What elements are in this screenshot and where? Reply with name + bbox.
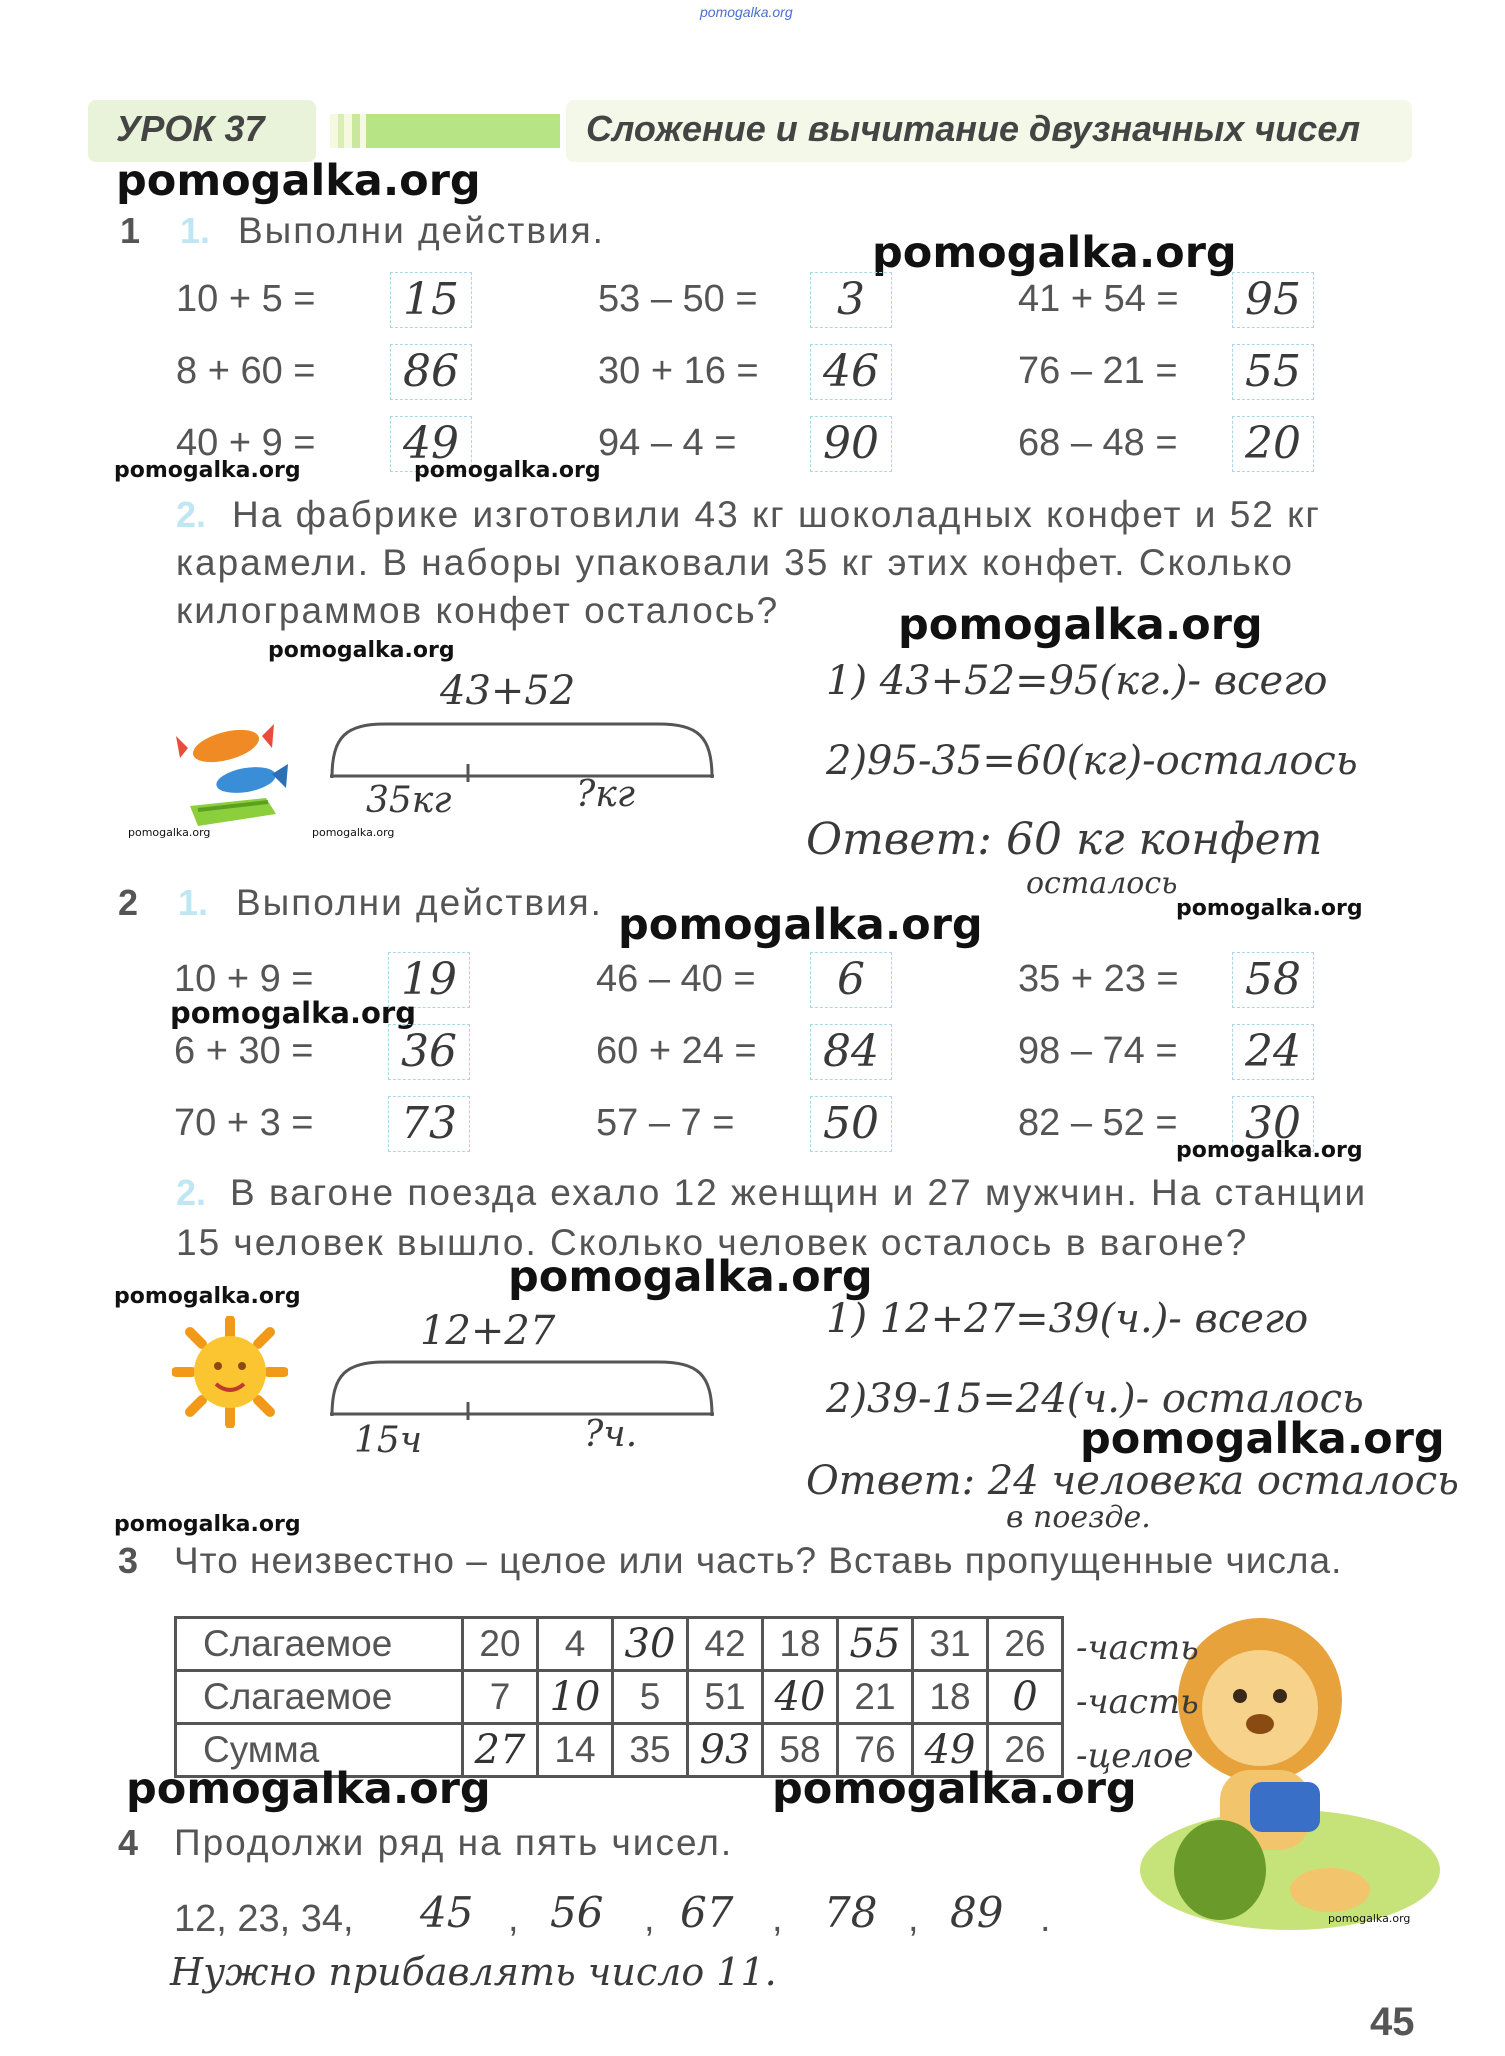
example-expression: 6 + 30 = (174, 1030, 314, 1072)
example-answer[interactable]: 95 (1232, 272, 1314, 328)
page-number: 45 (1370, 2000, 1415, 2044)
table-cell-filled[interactable]: 93 (688, 1724, 763, 1777)
example-answer[interactable]: 84 (810, 1024, 892, 1080)
row-note: -часть (1076, 1628, 1199, 1668)
watermark: pomogalka.org (1328, 1912, 1411, 1925)
watermark: pomogalka.org (772, 1764, 1137, 1814)
task-instruction: Выполни действия. (238, 210, 605, 251)
example-expression: 30 + 16 = (598, 350, 759, 392)
example-expression: 76 – 21 = (1018, 350, 1178, 392)
row-label: Слагаемое (176, 1671, 463, 1724)
watermark: pomogalka.org (872, 228, 1237, 278)
section-number: 2 (118, 882, 139, 923)
watermark: pomogalka.org (1080, 1414, 1445, 1464)
example-expression: 10 + 9 = (174, 958, 314, 1000)
table-cell: 14 (538, 1724, 613, 1777)
row-label: Сумма (176, 1724, 463, 1777)
table-cell: 20 (463, 1618, 538, 1671)
example-answer[interactable]: 20 (1232, 416, 1314, 472)
lesson-number: УРОК 37 (116, 108, 265, 149)
diagram-part-label: ?ч. (584, 1414, 638, 1455)
sequence-answer: 67 (680, 1888, 734, 1937)
row-note: -часть (1076, 1682, 1199, 1722)
example-expression: 40 + 9 = (176, 422, 316, 464)
top-watermark: pomogalka.org (700, 4, 793, 20)
example-expression: 68 – 48 = (1018, 422, 1178, 464)
diagram-part-label: ?кг (576, 774, 635, 815)
task-number: 2. (176, 494, 207, 535)
example-expression: 57 – 7 = (596, 1102, 735, 1144)
table-cell-filled[interactable]: 49 (913, 1724, 988, 1777)
task-text-line: В вагоне поезда ехало 12 женщин и 27 мужчин. На станции (230, 1172, 1368, 1213)
section-number: 4 (118, 1822, 139, 1863)
sequence-separator: , (908, 1898, 919, 1940)
example-answer[interactable]: 19 (388, 952, 470, 1008)
example-answer[interactable]: 73 (388, 1096, 470, 1152)
diagram-total-label: 43+52 (440, 668, 576, 714)
table-cell-filled[interactable]: 30 (613, 1618, 688, 1671)
sequence-answer: 45 (420, 1888, 474, 1937)
row-note: -целое (1076, 1736, 1194, 1776)
task-number: 2. (176, 1172, 207, 1213)
example-answer[interactable]: 55 (1232, 344, 1314, 400)
table-cell: 21 (838, 1671, 913, 1724)
sequence-separator: , (772, 1898, 783, 1940)
table-row (176, 1618, 1063, 1671)
task-text-line: карамели. В наборы упаковали 35 кг этих конфет. Сколько (176, 542, 1294, 583)
watermark: pomogalka.org (1176, 1138, 1363, 1163)
table-cell: 4 (538, 1618, 613, 1671)
example-expression: 41 + 54 = (1018, 278, 1179, 320)
example-expression: 8 + 60 = (176, 350, 316, 392)
watermark: pomogalka.org (414, 458, 601, 483)
watermark: pomogalka.org (312, 826, 395, 839)
watermark: pomogalka.org (114, 1284, 301, 1309)
sequence-given: 12, 23, 34, (174, 1898, 354, 1940)
task-text-line: 15 человек вышло. Сколько человек осталось в вагоне? (176, 1222, 1249, 1263)
row-label: Слагаемое (176, 1618, 463, 1671)
lesson-title: Сложение и вычитание двузначных чисел (586, 108, 1361, 149)
table-cell-filled[interactable]: 40 (763, 1671, 838, 1724)
sequence-answer: 78 (824, 1888, 878, 1937)
example-answer[interactable]: 3 (810, 272, 892, 328)
candy-green-icon (190, 798, 276, 826)
solution-step: 1) 43+52=95(кг.)- всего (826, 658, 1328, 704)
table-cell: 42 (688, 1618, 763, 1671)
table-cell-filled[interactable]: 10 (538, 1671, 613, 1724)
table-cell-filled[interactable]: 27 (463, 1724, 538, 1777)
watermark: pomogalka.org (268, 638, 455, 663)
task-text-line: килограммов конфет осталось? (176, 590, 780, 631)
example-expression: 94 – 4 = (598, 422, 737, 464)
watermark: pomogalka.org (114, 1512, 301, 1537)
watermark: pomogalka.org (618, 900, 983, 950)
table-cell: 26 (988, 1618, 1063, 1671)
sun-illustration (172, 1316, 288, 1428)
table-cell: 35 (613, 1724, 688, 1777)
example-expression: 60 + 24 = (596, 1030, 757, 1072)
watermark: pomogalka.org (116, 156, 481, 206)
table-row (176, 1671, 1063, 1724)
segment-diagram (326, 1354, 718, 1420)
example-expression: 70 + 3 = (174, 1102, 314, 1144)
table-cell: 18 (763, 1618, 838, 1671)
task-instruction: Продолжи ряд на пять чисел. (174, 1822, 734, 1863)
example-answer[interactable]: 6 (810, 952, 892, 1008)
sequence-separator: , (508, 1898, 519, 1940)
table-cell: 26 (988, 1724, 1063, 1777)
section-number: 1 (120, 210, 141, 251)
task-instruction: Что неизвестно – целое или часть? Вставь пропущенные числа. (174, 1540, 1343, 1581)
watermark: pomogalka.org (126, 1764, 491, 1814)
example-expression: 98 – 74 = (1018, 1030, 1178, 1072)
example-answer[interactable]: 90 (810, 416, 892, 472)
example-expression: 35 + 23 = (1018, 958, 1179, 1000)
candy-blue-icon (214, 763, 288, 797)
example-answer[interactable]: 24 (1232, 1024, 1314, 1080)
example-answer[interactable]: 36 (388, 1024, 470, 1080)
diagram-total-label: 12+27 (420, 1308, 556, 1354)
example-expression: 46 – 40 = (596, 958, 756, 1000)
solution-step: 2)95-35=60(кг)-осталось (826, 738, 1358, 784)
task-instruction: Выполни действия. (236, 882, 603, 923)
example-expression: 10 + 5 = (176, 278, 316, 320)
example-answer[interactable]: 15 (390, 272, 472, 328)
solution-answer: в поезде. (1006, 1500, 1151, 1535)
candies-illustration (176, 718, 296, 836)
section-number: 3 (118, 1540, 139, 1581)
watermark: pomogalka.org (128, 826, 211, 839)
table-cell: 76 (838, 1724, 913, 1777)
solution-step: 1) 12+27=39(ч.)- всего (826, 1296, 1309, 1342)
watermark: pomogalka.org (1176, 896, 1363, 921)
diagram-part-label: 35кг (366, 780, 452, 821)
header-stripes (330, 114, 560, 148)
diagram-part-label: 15ч (354, 1420, 423, 1461)
watermark: pomogalka.org (898, 600, 1263, 650)
example-answer[interactable]: 30 (1232, 1096, 1314, 1152)
example-expression: 82 – 52 = (1018, 1102, 1178, 1144)
candy-orange-icon (176, 724, 274, 769)
example-answer[interactable]: 58 (1232, 952, 1314, 1008)
watermark: pomogalka.org (114, 458, 301, 483)
table-cell-filled[interactable]: 0 (988, 1671, 1063, 1724)
table-cell: 18 (913, 1671, 988, 1724)
task-text-line: На фабрике изготовили 43 кг шоколадных конфет и 52 кг (232, 494, 1321, 535)
sequence-note: Нужно прибавлять число 11. (170, 1950, 777, 1994)
task-number: 1. (178, 882, 209, 923)
example-answer[interactable]: 49 (390, 416, 472, 472)
example-expression: 53 – 50 = (598, 278, 758, 320)
table-cell: 5 (613, 1671, 688, 1724)
table-cell: 7 (463, 1671, 538, 1724)
sequence-answer: 89 (950, 1888, 1004, 1937)
parts-table (174, 1616, 1064, 1778)
sequence-end: . (1040, 1898, 1051, 1940)
solution-answer: Ответ: 60 кг конфет (806, 814, 1323, 865)
sequence-answer: 56 (550, 1888, 604, 1937)
solution-step: 2)39-15=24(ч.)- осталось (826, 1376, 1364, 1422)
example-answer[interactable]: 46 (810, 344, 892, 400)
segment-diagram (326, 716, 718, 782)
watermark: pomogalka.org (170, 996, 416, 1030)
table-cell: 58 (763, 1724, 838, 1777)
solution-answer: осталось (1026, 866, 1178, 901)
sequence-separator: , (644, 1898, 655, 1940)
table-cell: 51 (688, 1671, 763, 1724)
example-answer[interactable]: 50 (810, 1096, 892, 1152)
table-cell-filled[interactable]: 55 (838, 1618, 913, 1671)
example-answer[interactable]: 86 (390, 344, 472, 400)
watermark: pomogalka.org (508, 1252, 873, 1302)
task-number: 1. (180, 210, 211, 251)
solution-answer: Ответ: 24 человека осталось (806, 1458, 1459, 1504)
table-cell: 31 (913, 1618, 988, 1671)
